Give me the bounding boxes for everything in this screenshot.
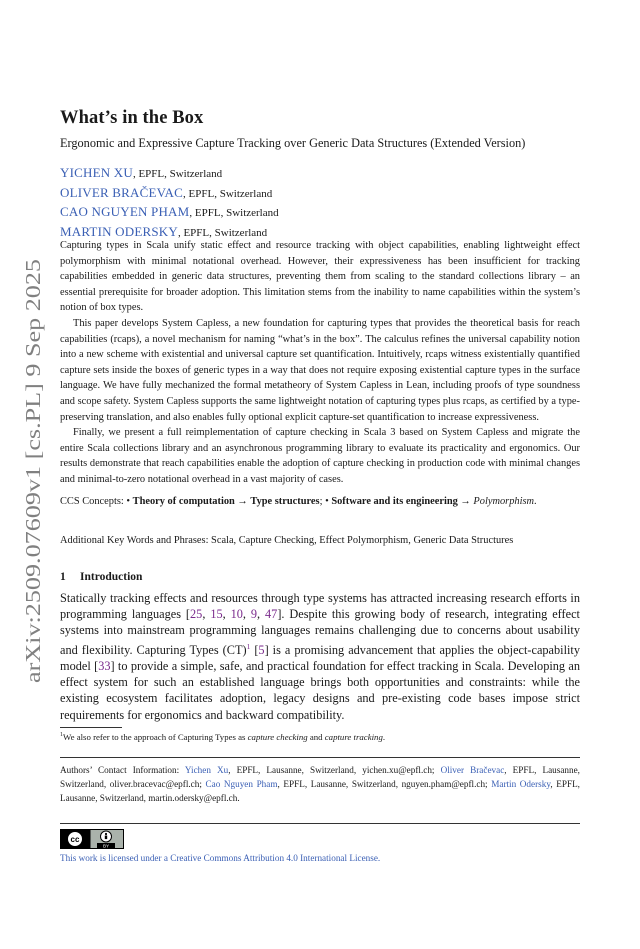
section-title: Introduction — [80, 571, 143, 583]
author-name-link[interactable]: OLIVER BRAČEVAC — [60, 184, 184, 200]
footnote-divider — [60, 727, 122, 728]
contact-divider — [60, 757, 580, 758]
ccs-arrow: → — [457, 496, 474, 507]
author-affiliation: , EPFL, Switzerland — [177, 226, 268, 239]
contact-text: , EPFL, Lausanne, Switzerland, oliver.bracevac@epfl.ch; — [60, 765, 580, 790]
intro-paragraph — [60, 590, 580, 723]
contact-author-link[interactable]: Oliver Bračevac — [440, 765, 505, 775]
abstract-paragraph: Finally, we present a full reimplementation of capture checking in Scala 3 based on System Capless and migrate the entire Scala collections library and an asynchronous programming library to evaluate its practicality and ergonomics. Our results demonstrate that reach capabilities enable the adoption of capture checking in production code with minimal changes and minimal-to-zero notational overhead in a vast majority of cases. — [60, 427, 580, 485]
ccs-concepts — [60, 494, 580, 510]
license-divider — [60, 823, 580, 824]
contact-prefix: Authors’ Contact Information: — [60, 765, 185, 775]
citation-link[interactable]: 47 — [265, 607, 278, 622]
author-line — [60, 203, 279, 223]
contact-text: , EPFL, Lausanne, Switzerland, yichen.xu@epfl.ch; — [228, 765, 441, 775]
citation-link[interactable]: 9 — [250, 607, 258, 622]
intro-text: [ — [250, 642, 259, 657]
ccs-separator: ; • — [319, 496, 332, 507]
citation-link[interactable]: 25 — [190, 607, 203, 622]
footnote-text: . — [382, 732, 386, 742]
abstract-paragraph: Capturing types in Scala unify static effect and resource tracking with object capabilities, enabling lightweight effect polymorphism with minimal notational overhead. However, their expressiveness has been insufficient for tracking capabilities embedded in generic data structures, preventing them from scaling to the standard collections library – an essential prerequisite for broader adoption. This limitation stems from the inability to name capabilities within the system’s notion of box types. — [60, 240, 580, 314]
intro-text: ]. Despite this growing body of research, integrating effect systems into mainstream programming languages remains challenging due to concerns about usability and flexibility. Capturing Types (CT) — [60, 607, 580, 657]
footnote-marker-link[interactable]: 1 — [246, 641, 251, 651]
paper-title: What’s in the Box — [60, 108, 204, 128]
contact-author-link[interactable]: Yichen Xu — [184, 765, 229, 775]
contact-text: , EPFL, Lausanne, Switzerland, nguyen.pham@epfl.ch; — [277, 779, 492, 790]
contact-author-link[interactable]: Martin Odersky — [491, 779, 551, 790]
ccs-concept: Polymorphism — [473, 496, 535, 507]
ccs-end: . — [534, 496, 537, 507]
citation-link[interactable]: 10 — [230, 607, 243, 622]
intro-text: , — [242, 607, 251, 622]
footnote-emphasis: capture checking — [247, 732, 308, 742]
author-list — [60, 164, 279, 242]
footnote-number: 1 — [60, 732, 63, 739]
author-name-link[interactable]: YICHEN XU — [60, 165, 133, 180]
cc-by-text: BY — [102, 843, 110, 849]
author-name-link[interactable]: MARTIN ODERSKY — [60, 223, 178, 239]
author-affiliation: , EPFL, Switzerland — [132, 168, 223, 180]
intro-text: Statically tracking effects and resources through type systems has attracted increasing research efforts in programming languages [ — [60, 591, 580, 622]
abstract-paragraph: This paper develops System Capless, a new foundation for capturing types that provides the theoretical basis for reach capabilities (rcaps), a novel mechanism for naming “what’s in the box”. The calculus refines the universal capability notion into a new scheme with existential and universal capture set quantification. Intuitively, rcaps witness existentially quantified capture sets inside the boxes of generic types in a way that does not require exposing existential capture types in the surface language. We have fully mechanized the formal metatheory of System Capless in Lean, including proofs of type soundness and scope safety. System Capless supports the same lightweight notation of capturing types plus rcaps, as certified by a type-preserving translation, and also enables fully optional explicit capture-set quantification to increase expressiveness. — [60, 317, 580, 423]
arxiv-stamp — [16, 255, 48, 685]
intro-text: , — [257, 607, 266, 622]
footnote — [60, 732, 580, 742]
author-name-link[interactable]: CAO NGUYEN PHAM — [60, 204, 190, 219]
citation-link[interactable]: 15 — [210, 607, 223, 622]
abstract — [60, 238, 580, 488]
ccs-arrow: → — [234, 496, 251, 507]
ccs-concept: Type structures — [250, 496, 320, 507]
intro-text: ] to provide a simple, safe, and practical foundation for effect tracking in Scala. Developing an effect system for such an established language brings both opportunities and constraints: while the existing ecosystem facilitates adoption, legacy designs and pre-existing code bases impose strict requirements for ergonomics and backward compatibility. — [60, 658, 580, 722]
author-line — [60, 184, 279, 204]
citation-link[interactable]: 33 — [98, 658, 111, 673]
citation-link[interactable]: 5 — [258, 642, 265, 657]
intro-text: ] is a promising advancement that applies the object-capability model [ — [60, 642, 580, 673]
author-affiliation: , EPFL, Switzerland — [183, 187, 273, 200]
ccs-concept: Software and its engineering — [331, 496, 458, 507]
footnote-text: and — [307, 732, 325, 742]
paper-subtitle: Ergonomic and Expressive Capture Tracking over Generic Data Structures (Extended Version) — [60, 136, 526, 150]
license-link[interactable]: This work is licensed under a Creative Commons Attribution 4.0 International License. — [60, 853, 381, 863]
author-line — [60, 164, 279, 184]
ccs-prefix: CCS Concepts: • — [60, 496, 133, 507]
footnote-text: We also refer to the approach of Capturing Types as — [63, 732, 248, 742]
author-affiliation: , EPFL, Switzerland — [189, 207, 279, 219]
section-heading — [60, 571, 142, 583]
section-number: 1 — [60, 571, 66, 583]
intro-text: , — [202, 607, 211, 622]
contact-text: , EPFL, Lausanne, Switzerland, martin.odersky@epfl.ch. — [60, 779, 580, 804]
contact-author-link[interactable]: Cao Nguyen Pham — [205, 779, 278, 790]
ccs-concept: Theory of computation — [132, 496, 235, 507]
arxiv-stamp-text: arXiv:2509.07609v1 [cs.PL] 9 Sep 2025 — [21, 334, 45, 683]
cc-by-license-badge[interactable] — [60, 829, 124, 849]
svg-text:cc: cc — [70, 835, 80, 844]
author-contact-info — [60, 763, 580, 806]
footnote-emphasis: capture tracking — [324, 732, 383, 742]
intro-text: , — [222, 607, 231, 622]
keywords: Additional Key Words and Phrases: Scala, Capture Checking, Effect Polymorphism, Generic Data Structures — [60, 535, 514, 546]
